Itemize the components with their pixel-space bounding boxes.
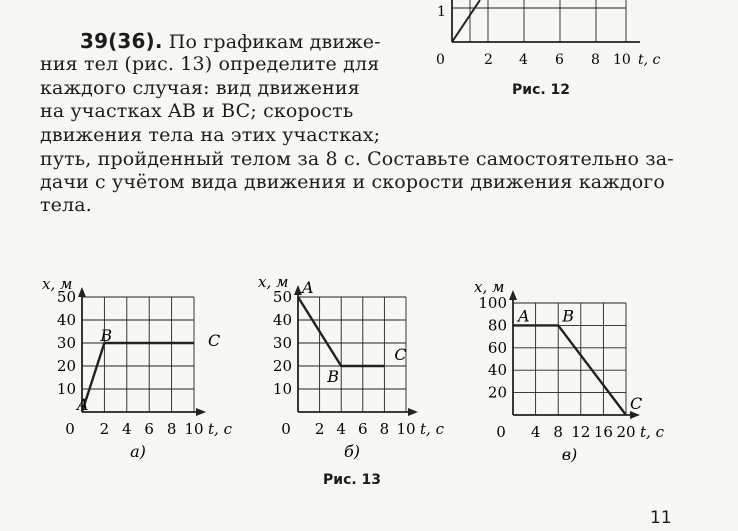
panel-label: а) (130, 442, 146, 461)
x-tick-label: 0 (281, 420, 291, 438)
fig12-x-tick: 10 (613, 52, 631, 68)
fig12-x-tick: 6 (555, 52, 564, 68)
x-axis-label: t, с (640, 423, 664, 441)
y-tick-label: 10 (272, 380, 292, 398)
problem-text-line: путь, пройденный телом за 8 с. Составьте самостоятельно за- (40, 148, 674, 170)
problem-text-line: каждого случая: вид движения (40, 77, 360, 99)
x-tick-label: 0 (496, 423, 506, 441)
point-label-c: C (630, 394, 643, 413)
problem-text-line: тела. (40, 194, 92, 216)
x-tick-label: 0 (65, 420, 75, 438)
point-label-b: B (100, 326, 113, 345)
page-number: 11 (650, 508, 672, 528)
fig13-caption: Рис. 13 (323, 472, 382, 488)
x-tick-label: 4 (530, 423, 541, 441)
x-tick-label: 10 (184, 420, 204, 438)
point-label-b: B (327, 367, 339, 386)
panel-label: б) (343, 442, 361, 461)
y-tick-label: 40 (487, 361, 507, 380)
problem-text-line: ния тел (рис. 13) определите для (40, 53, 380, 75)
fig12-y-tick: 1 (437, 4, 446, 20)
x-axis-arrow (408, 408, 418, 416)
point-label-a: A (77, 395, 89, 414)
y-tick-label: 80 (487, 316, 507, 335)
y-axis-label: x, м (258, 273, 289, 291)
x-tick-label: 6 (144, 420, 154, 438)
problem-text-line: дачи с учётом вида движения и скорости движения каждого (40, 171, 665, 193)
y-axis-arrow (294, 285, 302, 295)
y-tick-label: 50 (272, 288, 292, 306)
y-tick-label: 60 (487, 338, 507, 357)
panel-label: в) (561, 445, 578, 464)
fig12-x-tick: 2 (484, 52, 493, 68)
x-axis-label: t, с (208, 420, 232, 438)
problem-text-line: на участках AB и BC; скорость (40, 100, 354, 122)
point-label-a: A (302, 278, 314, 297)
x-tick-label: 2 (314, 420, 325, 438)
y-tick-label: 50 (56, 288, 76, 306)
fig12-x-tick: 8 (591, 52, 600, 68)
x-tick-label: 16 (593, 423, 613, 441)
x-tick-label: 6 (358, 420, 368, 438)
x-tick-label: 4 (122, 420, 132, 438)
fig12-x-tick: 0 (436, 52, 445, 68)
y-axis-label: x, м (42, 275, 73, 293)
x-tick-label: 8 (379, 420, 390, 438)
fig12-x-tick: 4 (519, 52, 528, 68)
y-tick-label: 40 (272, 311, 292, 329)
y-tick-label: 40 (56, 311, 76, 329)
fig12-caption: Рис. 12 (512, 82, 571, 98)
x-tick-label: 12 (571, 423, 591, 441)
x-tick-label: 20 (616, 423, 636, 441)
x-tick-label: 8 (553, 423, 563, 441)
y-tick-label: 30 (56, 334, 76, 352)
y-axis-label: x, м (474, 278, 505, 296)
x-tick-label: 8 (166, 420, 177, 438)
x-tick-label: 10 (396, 420, 416, 438)
y-tick-label: 20 (56, 357, 76, 375)
point-label-c: C (394, 345, 407, 364)
x-tick-label: 4 (336, 420, 346, 438)
y-tick-label: 100 (478, 294, 507, 312)
y-axis-arrow (509, 290, 517, 300)
point-label-c: C (208, 331, 221, 350)
series-line (82, 343, 194, 412)
fig12-x-label: t, с (638, 52, 661, 68)
x-axis-arrow (196, 408, 206, 416)
problem-text-line: По графикам движе- (168, 31, 381, 53)
x-axis-label: t, с (420, 420, 444, 438)
point-label-a: A (518, 306, 530, 326)
y-tick-label: 20 (487, 383, 507, 402)
y-tick-label: 30 (272, 334, 292, 352)
y-axis-arrow (78, 287, 86, 297)
problem-number: 39(36). (80, 29, 163, 53)
point-label-b: B (562, 306, 574, 326)
problem-text-line: движения тела на этих участках; (40, 124, 381, 146)
x-tick-label: 2 (99, 420, 110, 438)
y-tick-label: 10 (56, 380, 76, 398)
y-tick-label: 20 (272, 357, 292, 375)
